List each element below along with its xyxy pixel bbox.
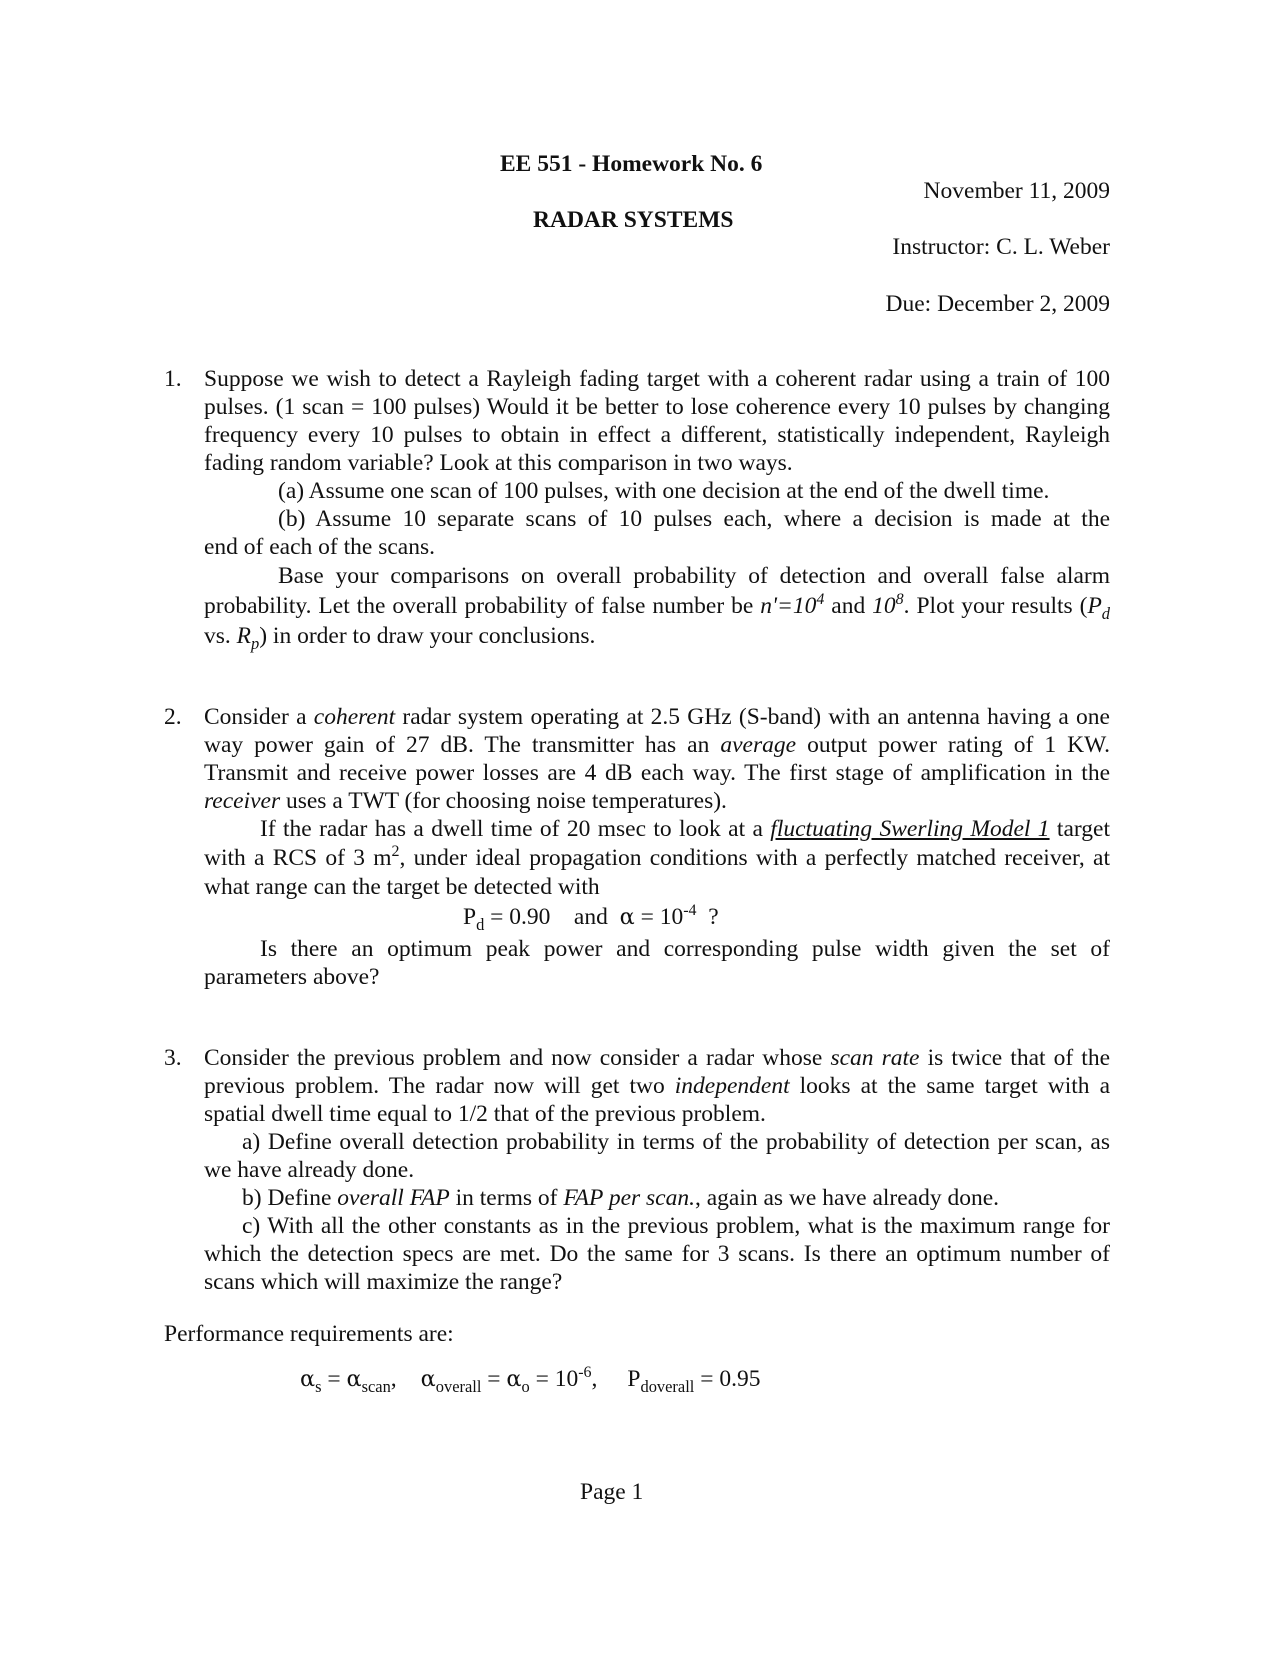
subject-title: RADAR SYSTEMS — [533, 207, 734, 233]
pd-symbol: $P_d$ — [1087, 593, 1111, 623]
problem-3-part-a: a) Define overall detection probability in terms of the probability of detection per scan, as we have already done. — [204, 1129, 1110, 1183]
swerling-model-link: fluctuating Swerling Model 1 — [770, 816, 1050, 842]
problem-number: 2. — [164, 704, 182, 730]
performance-equation: $\alpha_s = \alpha_{scan}$, $\alpha_{overall} = \alpha_o = 10^{-6}$, $P_{doverall} = 0.95$ — [300, 1364, 761, 1396]
assignment-date: November 11, 2009 — [923, 178, 1110, 204]
problem-1-intro — [204, 365, 1110, 477]
problem-text: (b) Assume 10 separate scans of 10 pulses each, where a decision is made at the — [278, 506, 1110, 532]
problem-2-followup: Is there an optimum peak power and corresponding pulse width given the set of parameters above? — [204, 936, 1110, 990]
problem-1-comparison: Base your comparisons on overall probability of detection and overall false alarm probability. Let the overall probability of false number be $n'=10^4$ and $10^8$. Plot your results ($P_d$ vs. $R_p$) in order to draw your conclusions. — [204, 563, 1111, 653]
problem-1-part-b — [204, 505, 1110, 561]
detection-equation: $P_d = 0.90$ and $\alpha = 10^{-4}$ ? — [463, 902, 719, 934]
problem-text: Base your comparisons on overall probability of detection and overall false alarm probability. Let the overall probability of false number be — [204, 563, 1110, 619]
page-number: Page 1 — [580, 1479, 644, 1505]
rp-symbol: $R_p$ — [236, 623, 260, 653]
problem-text: end of each of the scans. — [204, 534, 435, 560]
problem-3-part-c: c) With all the other constants as in the previous problem, what is the maximum range for which the detection specs are met. Do the same for 3 scans. Is there an optimum number of scans which will maximize the range? — [204, 1213, 1110, 1295]
problem-number: 1. — [164, 366, 182, 392]
course-title: EE 551 - Homework No. 6 — [500, 151, 763, 177]
problem-number: 3. — [164, 1045, 182, 1071]
problem-3-intro: Consider the previous problem and now consider a radar whose scan rate is twice that of the previous problem. The radar now will get two independent looks at the same target with a spatial dwell time equal to 1/2 that of the previous problem. — [204, 1045, 1111, 1127]
instructor: Instructor: C. L. Weber — [892, 234, 1110, 260]
problem-2-question: If the radar has a dwell time of 20 msec to look at a fluctuating Swerling Model 1 target with a RCS of 3 $m^2$, under ideal propagation conditions with a perfectly matched receiver, at what range can the target be detected with — [204, 816, 1110, 900]
due-date: Due: December 2, 2009 — [885, 291, 1110, 317]
problem-text: Suppose we wish to detect a Rayleigh fading target with a coherent radar using a train of 100 pulses. (1 scan = 100 pulses) Would it be better to lose coherence every 10 pulses by changing frequency every 10 pulses to obtain in effect a different, statistically independent, Rayleigh fading random variable? Look at this comparison in two ways. — [204, 366, 1110, 476]
performance-label: Performance requirements are: — [164, 1321, 454, 1347]
problem-3-part-b: b) Define overall FAP in terms of FAP per scan., again as we have already done. — [242, 1185, 1000, 1211]
alt-value: $10^8$ — [872, 591, 904, 619]
n-prime-value: $n'=10^4$ — [760, 591, 825, 619]
problem-2-intro: Consider a coherent radar system operating at 2.5 GHz (S-band) with an antenna having a one way power gain of 27 dB. The transmitter has an average output power rating of 1 KW. Transmit and receive power losses are 4 dB each way. The first stage of amplification in the receiver uses a TWT (for choosing noise temperatures). — [204, 704, 1110, 814]
problem-1-part-a: (a) Assume one scan of 100 pulses, with one decision at the end of the dwell time. — [278, 478, 1050, 504]
